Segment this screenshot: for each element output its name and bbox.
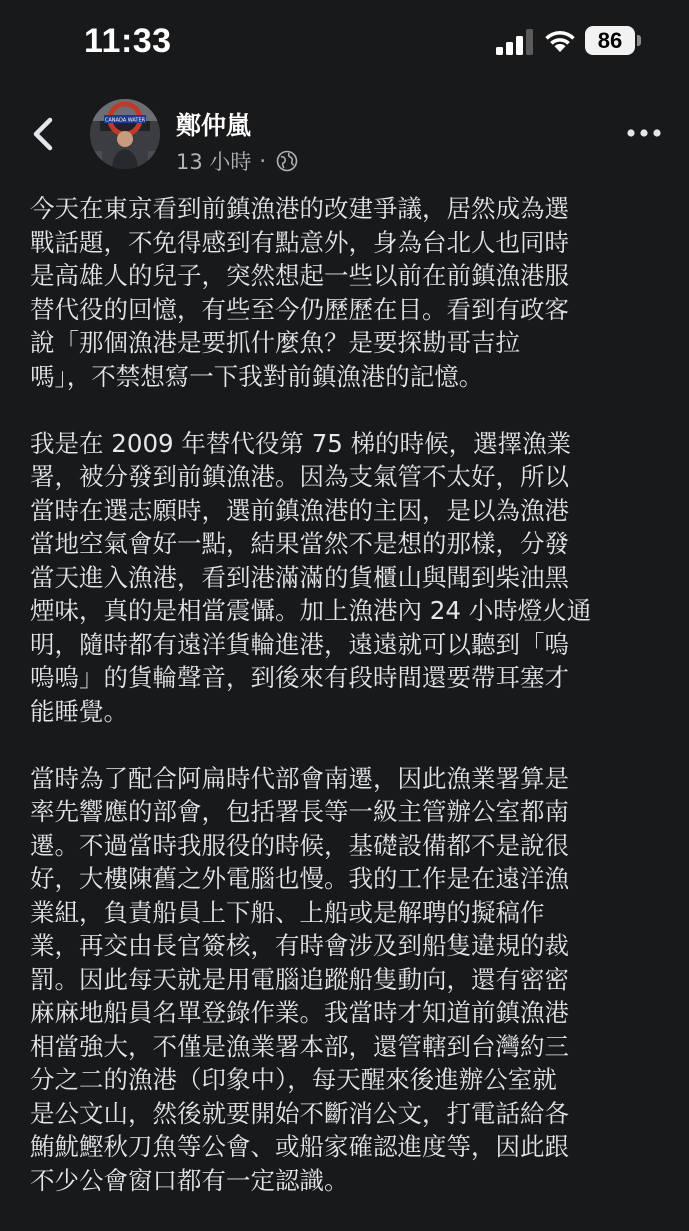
signal-icon [496, 29, 534, 55]
wifi-icon [543, 27, 577, 53]
author-name[interactable]: 鄭仲嵐 [176, 111, 252, 140]
meta-separator: · [259, 149, 267, 173]
battery-icon [585, 26, 635, 55]
status-bar [0, 0, 689, 84]
post-meta [176, 146, 298, 176]
globe-icon[interactable] [276, 150, 298, 172]
chevron-left-icon[interactable] [24, 114, 64, 154]
battery-cap [637, 35, 641, 46]
post-header [0, 84, 689, 184]
more-horizontal-icon[interactable] [626, 126, 662, 140]
post-timestamp[interactable]: 13 小時 [176, 150, 252, 174]
avatar-sign-text: CANADA WATER [104, 117, 146, 124]
post-body [30, 192, 664, 1231]
status-time: 11:33 [84, 22, 172, 60]
battery-level: 86 [597, 27, 623, 53]
avatar[interactable] [90, 99, 160, 169]
post-paragraph: 今天在東京看到前鎮漁港的改建爭議，居然成為選 戰話題，不免得感到有點意外，身為台北人也同時 是高雄人的兒子，突然想起一些以前在前鎮漁港服 替代役的回憶，有些至今仍歷歷在目。看到有政客 說「那個漁港是要抓什麼魚？是要探勘哥吉拉 嗎」，不禁想寫一下我對前鎮漁港的記憶。 [30, 194, 569, 391]
avatar-photo [90, 99, 160, 169]
post-paragraph: 我是在 2009 年替代役第 75 梯的時候，選擇漁業 署，被分發到前鎮漁港。因為支氣管不太好，所以 當時在選志願時，選前鎮漁港的主因，是以為漁港 當地空氣會好一點，結果當然不是想的那樣，分發 當天進入漁港，看到港滿滿的貨櫃山與聞到柴油黑 煙味，真的是相當震懾。加上漁港內 24 小時燈火通 明，隨時都有遠洋貨輪進港，遠遠就可以聽到「嗚 嗚嗚」的貨輪聲音，到後來有段時間還要帶耳塞才 能睡覺。 [30, 428, 592, 726]
post-paragraph: 當時為了配合阿扁時代部會南遷，因此漁業署算是 率先響應的部會，包括署長等一級主管辦公室都南 遷。不過當時我服役的時候，基礎設備都不是說很 好，大樓陳舊之外電腦也慢。我的工作是在遠洋漁 業組，負責船員上下船、上船或是解聘的擬稿作 業，再交由長官簽核，有時會涉及到船隻違規的裁 罰。因此每天就是用電腦追蹤船隻動向，還有密密 麻麻地船員名單登錄作業。我當時才知道前鎮漁港 相當強大，不僅是漁業署本部，還管轄到台灣約三 分之二的漁港（印象中），每天醒來後進辦公室就 是公文山，然後就要開始不斷消公文，打電話給各 鮪魷鰹秋刀魚等公會、或船家確認進度等，因此跟 不少公會窗口都有一定認識。 [30, 763, 569, 1195]
